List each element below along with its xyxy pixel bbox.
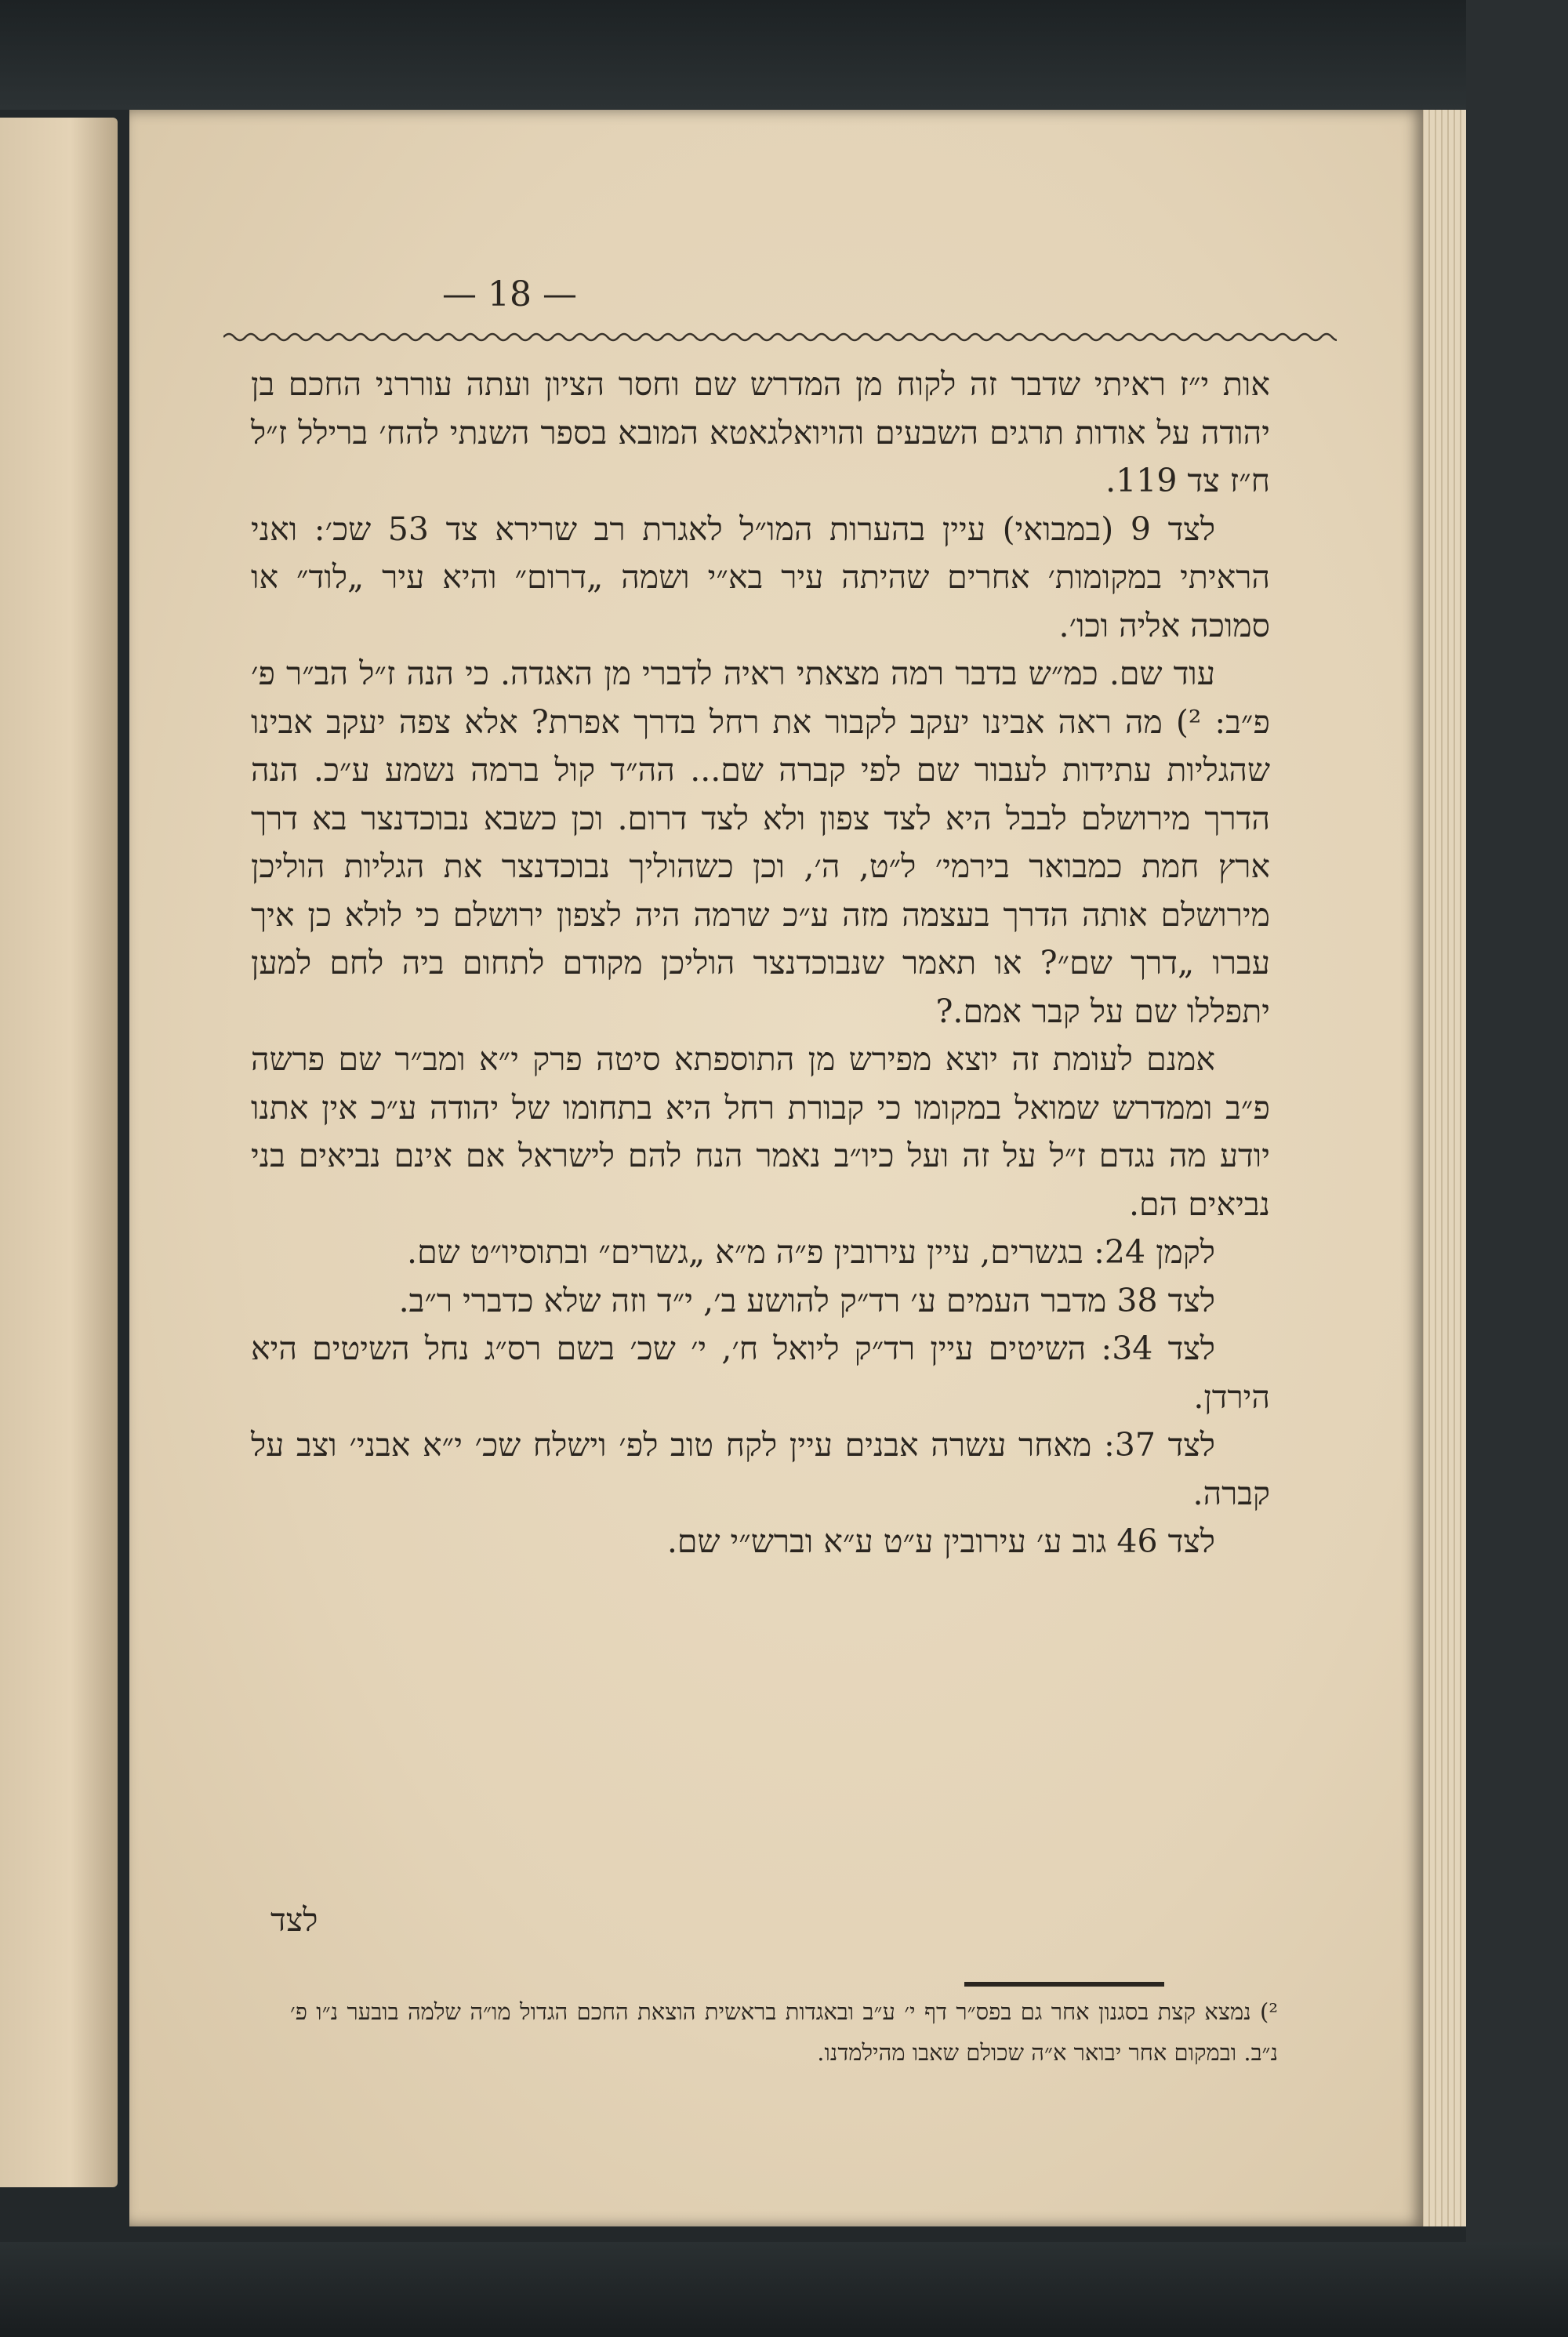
paragraph-2: לצד 9 (במבואי) עיין בהערות המו״ל לאגרת רב שרירא צד 53 שכ׳: ואני הראיתי במקומות׳ אחרים שהיתה עיר בא״י ושמה „דרום״ והיא עיר „לוד״ או סמוכה אליה וכו׳. (251, 510, 1270, 644)
catchword: לצד (270, 1901, 318, 1939)
footnote-rule (964, 1982, 1164, 1987)
paragraph-4: אמנם לעומת זה יוצא מפירש מן התוספתא סיטה פרק י״א ומב״ר שם פרשה פ״ב וממדרש שמואל במקומו כי קבורת רחל היא בתחומו של יהודה ע״כ אין אתנו יודע מה נגדם ז״ל על זה ועל כיו״ב נאמר הנח להם לישראל אם אינם נביאים בני נביאים הם. (251, 1040, 1270, 1223)
paragraph-5: לקמן 24: בגשרים, עיין עירובין פ״ה מ״א „גשרים״ ובתוסיו״ט שם. (407, 1233, 1215, 1271)
page-number: — 18 — (442, 274, 577, 314)
book-page (129, 110, 1423, 2226)
paragraph-3: עוד שם. כמ״ש בדבר רמה מצאתי ראיה לדברי מן האגדה. כי הנה ז״ל הב״ר פ׳ פ״ב: ²) מה ראה אבינו יעקב לקבור את רחל בדרך אפרת? אלא צפה יעקב אבינו שהגליות עתידות לעבור שם לפי קברה שם... הה״ד קול ברמה נשמע ע״כ. הנה הדרך מירושלם לבבל היא לצד צפון ולא לצד דרום. וכן כשבא נבוכדנצר בא דרך ארץ חמת כמבואר בירמי׳ ל״ט, ה׳, וכן כשהוליך נבוכדנצר את הגליות הוליכן מירושלם אותה הדרך בעצמה מזה ע״כ שרמה היה לצפון ירושלם כי לולא כן איך עברו „דרך שם״? או תאמר שנבוכדנצר הוליכן מקודם לתחום ביה לחם למען יתפללו שם על קבר אמם.? (251, 655, 1270, 1030)
paragraph-6: לצד 38 מדבר העמים ע׳ רד״ק להושע ב׳, י״ד וזה שלא כדברי ר״ב. (398, 1281, 1215, 1319)
paragraph-8: לצד 37: מאחר עשרה אבנים עיין לקח טוב לפ׳ וישלח שכ׳ י״א אבני׳ וצב על קברה. (251, 1426, 1270, 1512)
paragraph-1: אות י״ז ראיתי שדבר זה לקוח מן המדרש שם וחסר הציון ועתה עוררני החכם בן יהודה על אודות תרגים השבעים והויואלגאטא המובא בספר השנתי להח׳ ברילל ז״ל ח״ז צד 119. (251, 365, 1270, 499)
paragraph-7: לצד 34: השיטים עיין רד״ק ליואל ח׳, י׳ שכ׳ בשם רס״ג נחל השיטים היא הירדן. (251, 1330, 1270, 1416)
book-binding-right (1466, 0, 1568, 2337)
footnote (290, 1991, 1278, 2073)
body-text (251, 361, 1270, 1566)
book-binding-bottom (0, 2242, 1568, 2337)
paragraph-9: לצד 46 גוב ע׳ עירובין ע״ט ע״א וברש״י שם. (666, 1522, 1215, 1560)
footnote-text: ²) נמצא קצת בסגנון אחר גם בפס״ר דף י׳ ע״ב ובאגדות בראשית הוצאת החכם הגדול מו״ה שלמה בובער נ״ו פ׳ נ״ב. ובמקום אחר יבואר א״ה שכולם שאבו מהילמדנו. (290, 1998, 1278, 2066)
left-page-edge (0, 118, 118, 2187)
wavy-rule (223, 321, 1337, 353)
book-binding-top (0, 0, 1568, 110)
